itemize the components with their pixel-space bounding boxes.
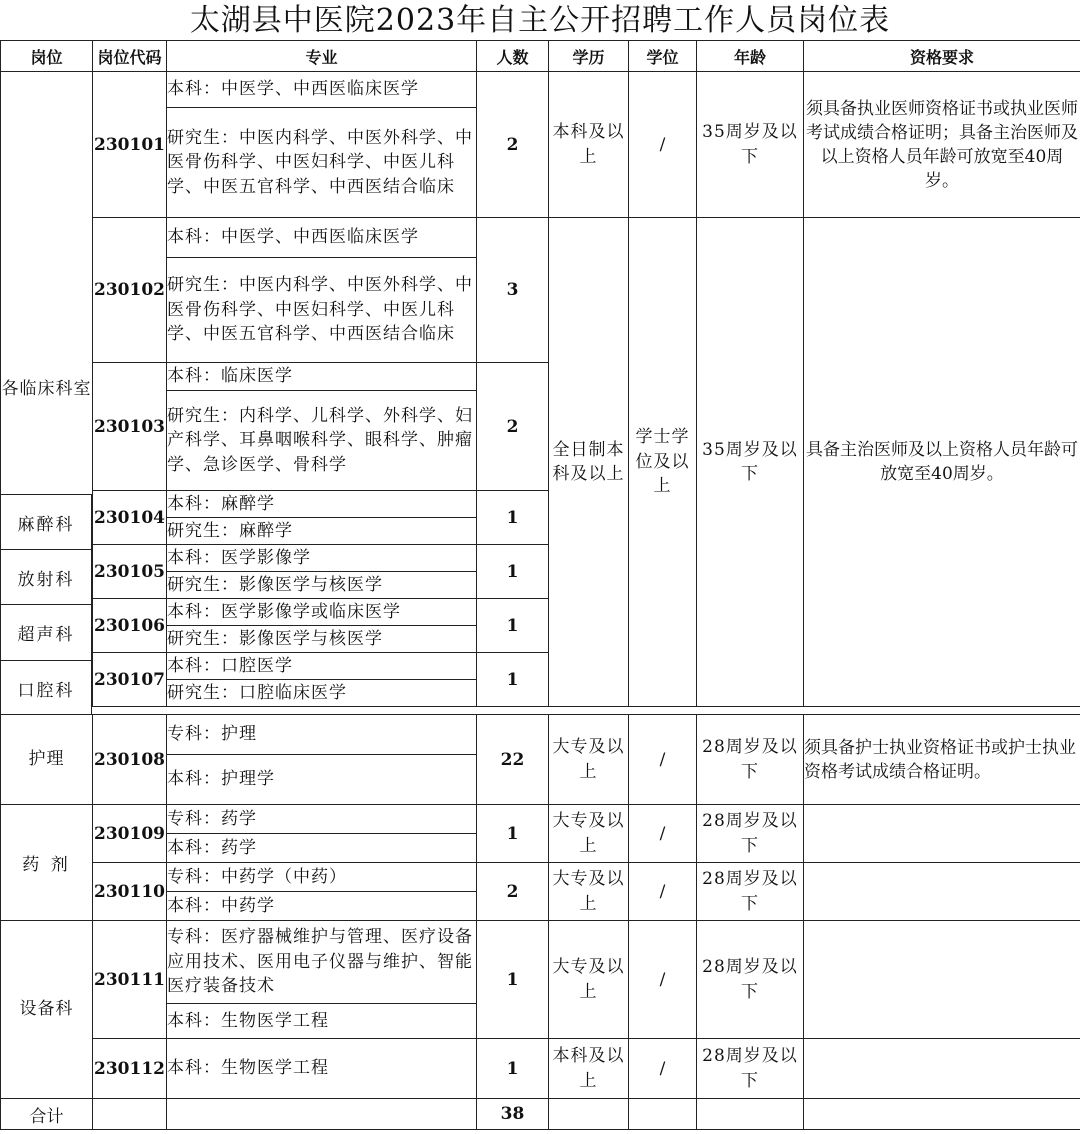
count-cell: 2: [477, 72, 549, 218]
degree-cell: /: [629, 921, 697, 1039]
degree-cell: /: [629, 863, 697, 921]
count-cell: 3: [477, 218, 549, 363]
empty-cell: [549, 1099, 629, 1130]
age-cell: 35周岁及以下: [697, 72, 804, 218]
major-cell: 本科：中医学、中西医临床医学: [167, 72, 477, 108]
major-cell: 专科：中药学（中药）: [167, 863, 477, 892]
count-cell: 1: [477, 599, 549, 653]
code-cell: 230105: [93, 545, 167, 599]
major-cell: 本科：生物医学工程: [167, 1004, 477, 1039]
major-cell: 本科：中药学: [167, 892, 477, 921]
table-row: [1, 715, 1080, 755]
dept-cell: [0, 604, 91, 660]
education-cell: 大专及以上: [549, 921, 629, 1039]
total-row: [1, 1099, 1080, 1130]
code-cell: 230112: [93, 1039, 167, 1099]
code-cell: 230103: [93, 363, 167, 491]
education-cell: 大专及以上: [549, 805, 629, 863]
requirement-cell: [804, 921, 1080, 1039]
requirement-cell: 具备主治医师及以上资格人员年龄可放宽至40周岁。: [804, 218, 1080, 707]
header-post: 岗位: [1, 41, 93, 72]
education-cell: 本科及以上: [549, 72, 629, 218]
table-row: [1, 218, 1080, 258]
table-row: [1, 72, 1080, 108]
major-cell: 本科：中医学、中西医临床医学: [167, 218, 477, 258]
header-code: 岗位代码: [93, 41, 167, 72]
major-cell: 本科：医学影像学: [167, 545, 477, 572]
code-cell: 230101: [93, 72, 167, 218]
dept-anesthesia: 麻醉科: [17, 514, 75, 535]
age-cell: 28周岁及以下: [697, 715, 804, 805]
major-cell: 本科：药学: [167, 834, 477, 863]
count-cell: 2: [477, 363, 549, 491]
total-label: 合计: [1, 1099, 93, 1130]
major-cell: 研究生：中医内科学、中医外科学、中医骨伤科学、中医妇科学、中医儿科学、中医五官科学、中西医结合临床: [167, 108, 477, 218]
requirement-cell: 须具备护士执业资格证书或护士执业资格考试成绩合格证明。: [804, 715, 1080, 805]
empty-cell: [93, 1099, 167, 1130]
code-cell: 230108: [93, 715, 167, 805]
page-title: 太湖县中医院2023年自主公开招聘工作人员岗位表: [189, 3, 891, 38]
major-cell: 本科：临床医学: [167, 363, 477, 391]
education-cell: 大专及以上: [549, 715, 629, 805]
count-cell: 1: [477, 805, 549, 863]
major-cell: 本科：口腔医学: [167, 653, 477, 680]
major-cell: 本科：生物医学工程: [167, 1039, 477, 1099]
total-count: 38: [477, 1099, 549, 1130]
requirement-cell: [804, 805, 1080, 863]
dept-label-overlay: [0, 494, 92, 714]
table-row: [1, 1039, 1080, 1099]
count-cell: 22: [477, 715, 549, 805]
degree-cell: 学士学位及以上: [629, 218, 697, 707]
education-cell: 大专及以上: [549, 863, 629, 921]
header-row: [1, 41, 1080, 72]
header-major: 专业: [167, 41, 477, 72]
education-cell: 本科及以上: [549, 1039, 629, 1099]
header-requirement: 资格要求: [804, 41, 1080, 72]
age-cell: 28周岁及以下: [697, 805, 804, 863]
major-cell: 研究生：口腔临床医学: [167, 680, 477, 707]
dept-ultrasound: 超声科: [17, 625, 75, 645]
code-cell: 230106: [93, 599, 167, 653]
header-education: 学历: [549, 41, 629, 72]
age-cell: 28周岁及以下: [697, 1039, 804, 1099]
empty-cell: [697, 1099, 804, 1130]
requirement-cell: 须具备执业医师资格证书或执业医师考试成绩合格证明；具备主治医师及以上资格人员年龄可放宽至40周岁。: [804, 72, 1080, 218]
requirement-cell: [804, 1039, 1080, 1099]
degree-cell: /: [629, 805, 697, 863]
dept-radiology: 放射科: [17, 569, 75, 590]
post-cell: 设备科: [1, 921, 93, 1099]
major-cell: 专科：药学: [167, 805, 477, 834]
header-degree: 学位: [629, 41, 697, 72]
header-count: 人数: [477, 41, 549, 72]
dept-cell: [0, 549, 91, 604]
empty-cell: [167, 1099, 477, 1130]
major-cell: 本科：医学影像学或临床医学: [167, 599, 477, 626]
count-cell: 1: [477, 921, 549, 1039]
table-row: [1, 921, 1080, 1004]
code-cell: 230109: [93, 805, 167, 863]
degree-cell: /: [629, 1039, 697, 1099]
table-row: [1, 863, 1080, 892]
count-cell: 1: [477, 653, 549, 707]
age-cell: 35周岁及以下: [697, 218, 804, 707]
post-cell: 护理: [1, 715, 93, 805]
degree-cell: /: [629, 72, 697, 218]
header-age: 年龄: [697, 41, 804, 72]
requirement-cell: [804, 863, 1080, 921]
code-cell: 230111: [93, 921, 167, 1039]
positions-table: [0, 40, 1080, 707]
major-cell: 研究生：中医内科学、中医外科学、中医骨伤科学、中医妇科学、中医儿科学、中医五官科学、中西医结合临床: [167, 258, 477, 363]
positions-table-lower: [0, 714, 1080, 1130]
count-cell: 1: [477, 545, 549, 599]
education-cell: 全日制本科及以上: [549, 218, 629, 707]
major-cell: 本科：麻醉学: [167, 491, 477, 518]
dept-dental: 口腔科: [17, 681, 75, 701]
major-cell: 本科：护理学: [167, 755, 477, 805]
count-cell: 1: [477, 491, 549, 545]
empty-cell: [804, 1099, 1080, 1130]
dept-cell: [0, 494, 91, 549]
count-cell: 2: [477, 863, 549, 921]
count-cell: 1: [477, 1039, 549, 1099]
dept-cell: [0, 660, 91, 716]
empty-cell: [629, 1099, 697, 1130]
table-row: [1, 805, 1080, 834]
major-cell: 研究生：麻醉学: [167, 518, 477, 545]
code-cell: 230110: [93, 863, 167, 921]
major-cell: 专科：护理: [167, 715, 477, 755]
code-cell: 230104: [93, 491, 167, 545]
age-cell: 28周岁及以下: [697, 863, 804, 921]
code-cell: 230107: [93, 653, 167, 707]
degree-cell: /: [629, 715, 697, 805]
post-cell: 各临床科室: [1, 72, 93, 707]
age-cell: 28周岁及以下: [697, 921, 804, 1039]
major-cell: 研究生：影像医学与核医学: [167, 626, 477, 653]
post-cell: 药 剂: [1, 805, 93, 921]
major-cell: 研究生：内科学、儿科学、外科学、妇产科学、耳鼻咽喉科学、眼科学、肿瘤学、急诊医学、骨科学: [167, 391, 477, 491]
code-cell: 230102: [93, 218, 167, 363]
major-cell: 专科：医疗器械维护与管理、医疗设备应用技术、医用电子仪器与维护、智能医疗装备技术: [167, 921, 477, 1004]
major-cell: 研究生：影像医学与核医学: [167, 572, 477, 599]
